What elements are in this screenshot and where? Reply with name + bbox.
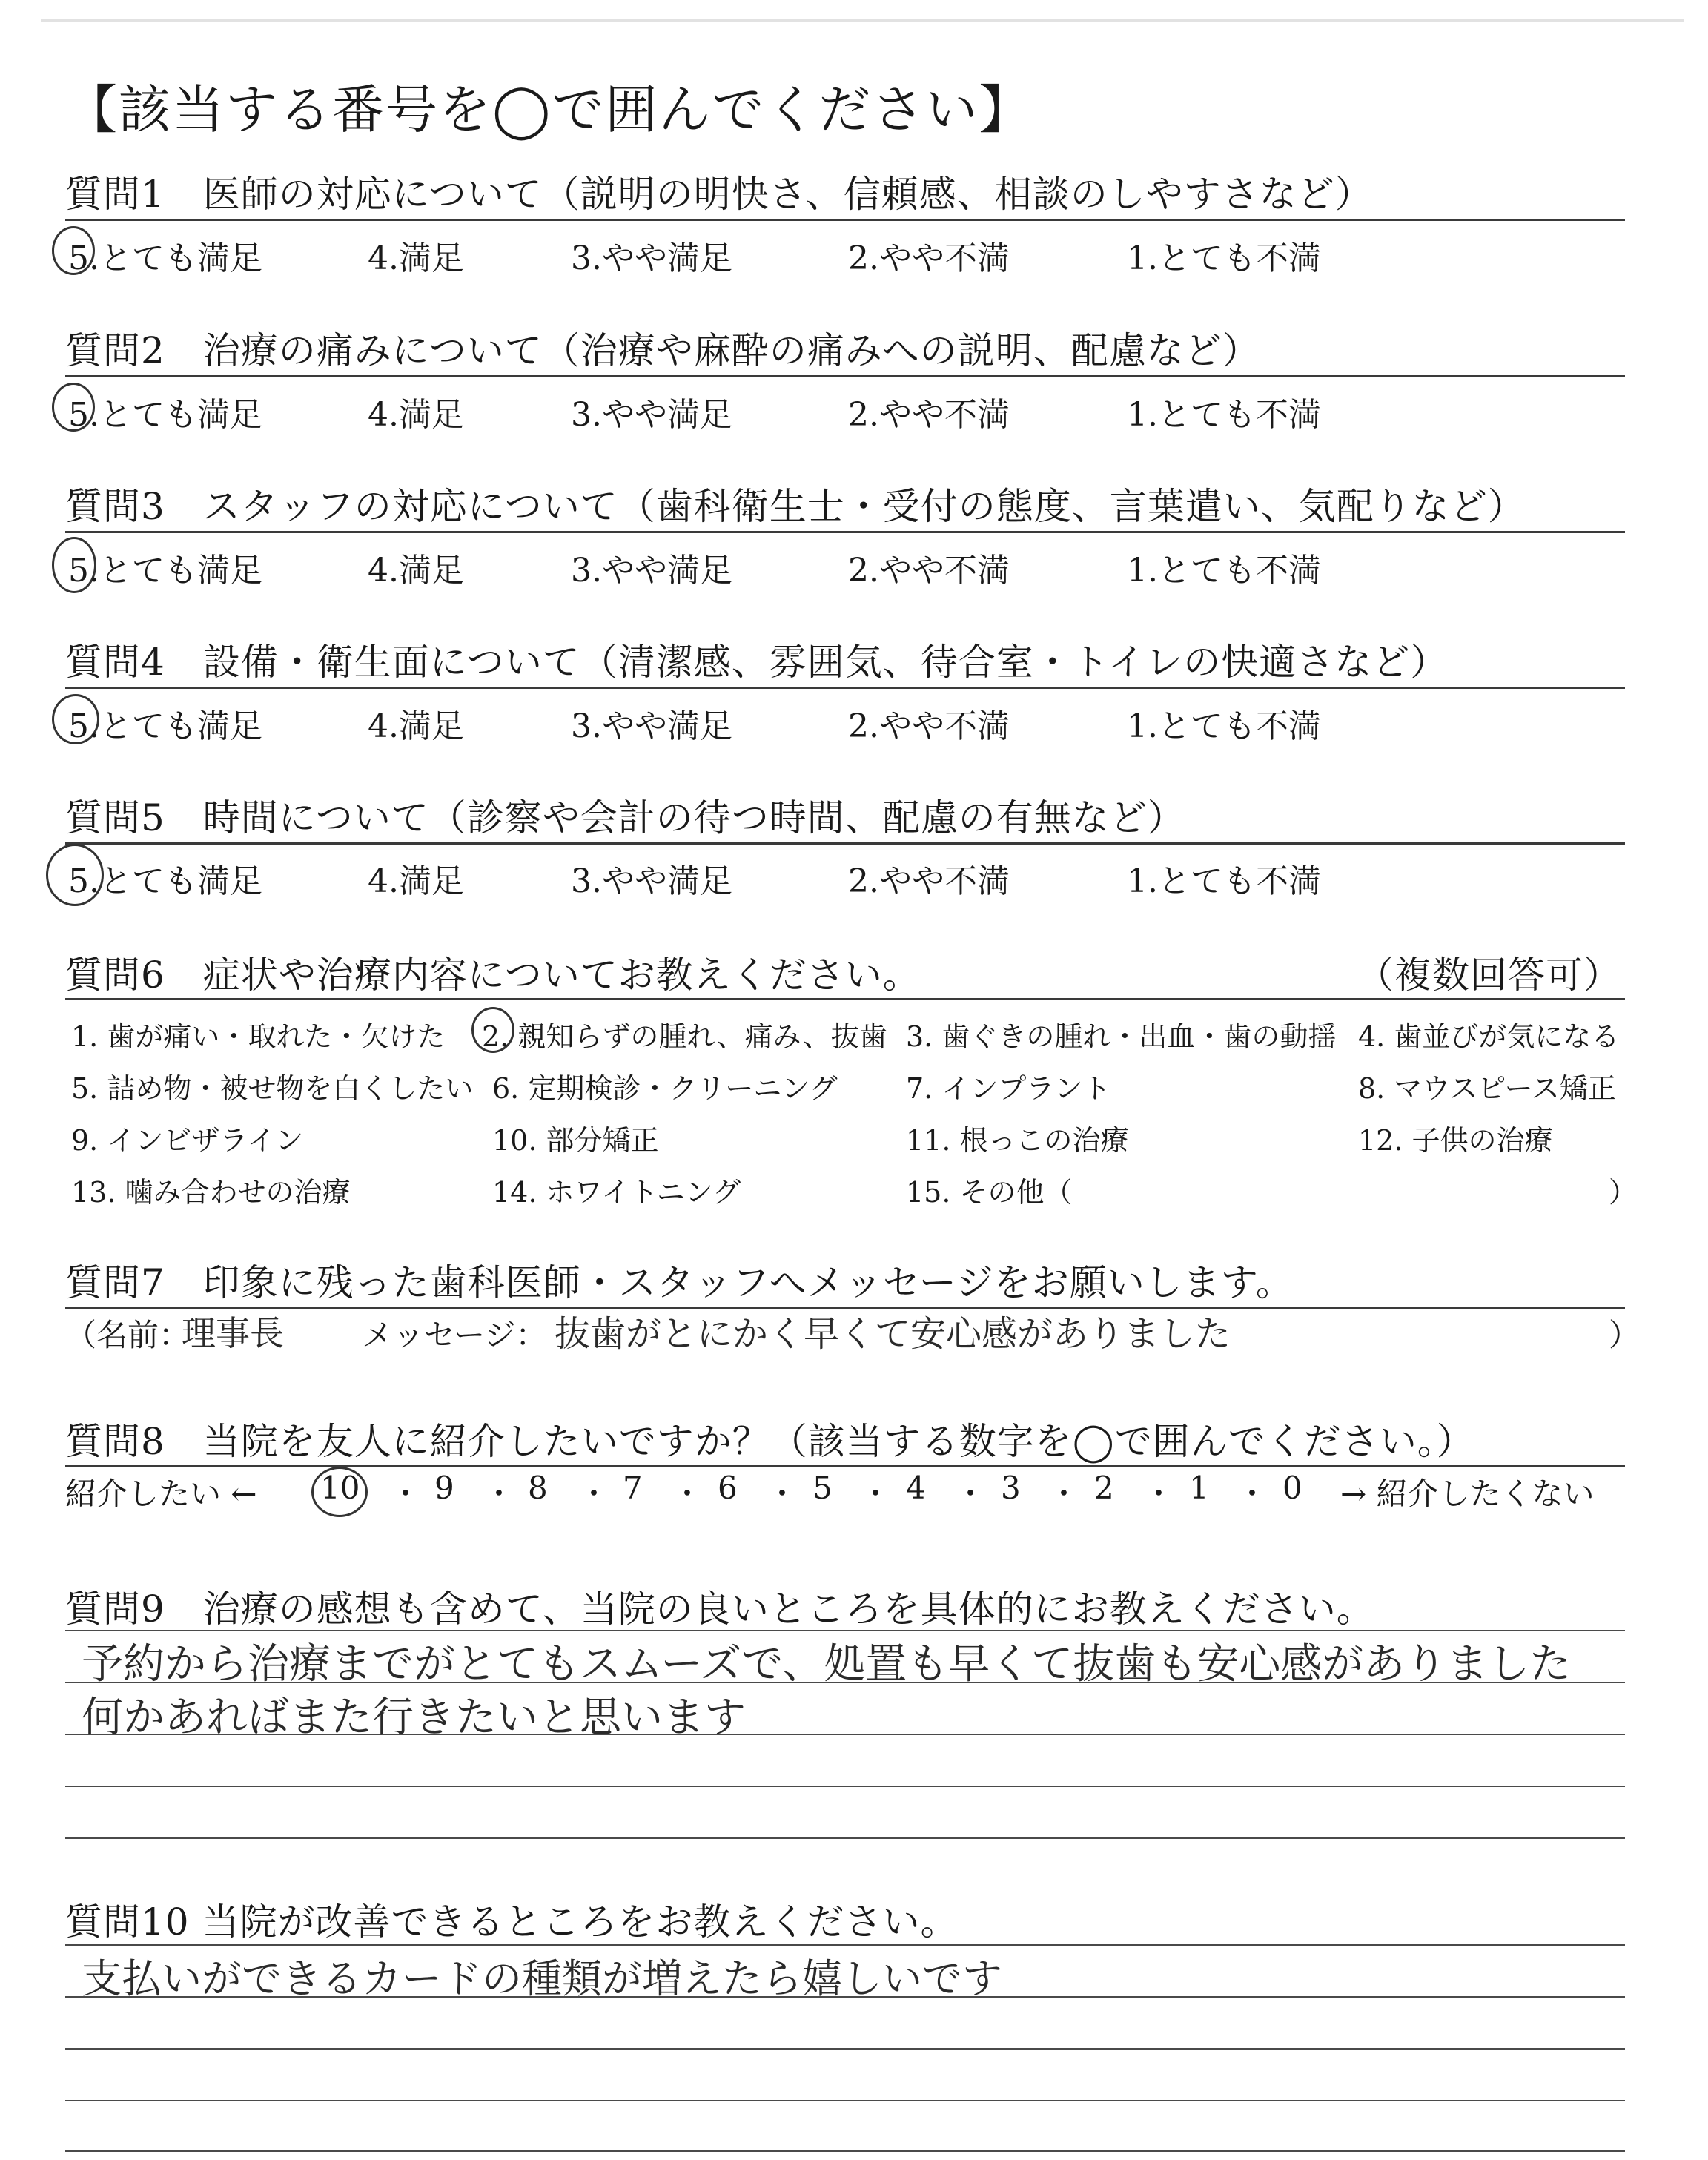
q3-option-4[interactable]: 4.満足 [368,552,464,589]
other-close-paren: ） [1609,1176,1638,1209]
symptom-option-5[interactable]: 5. 詰め物・被せ物を白くしたい [71,1072,474,1105]
answer-line [65,2150,1625,2152]
score-9[interactable]: 9 [434,1470,454,1506]
message-label: メッセージ： [362,1317,547,1353]
q4-option-1[interactable]: 1.とても不満 [1127,707,1321,745]
score-2[interactable]: 2 [1094,1470,1114,1506]
question-3-title: 質問3 スタッフの対応について（歯科衛生士・受付の態度、言葉遣い、気配りなど） [65,485,1526,528]
q1-option-4[interactable]: 4.満足 [368,240,464,277]
message-value-handwritten: 抜歯がとにかく早くて安心感がありました [555,1313,1231,1355]
q5-option-5[interactable]: 5.とても満足 [68,862,262,900]
q3-option-3[interactable]: 3.やや満足 [571,552,732,589]
recommend-right-label: → 紹介したくない [1340,1476,1595,1512]
symptom-option-14[interactable]: 14. ホワイトニング [492,1176,741,1209]
score-separator: ・ [1143,1476,1175,1512]
q2-option-5[interactable]: 5.とても満足 [68,396,262,434]
symptom-option-7[interactable]: 7. インプラント [906,1072,1111,1105]
question-1-rule [65,219,1625,221]
q4-option-4[interactable]: 4.満足 [368,707,464,745]
instruction-header: 【該当する番号を◯で囲んでください】 [65,79,1033,140]
question-1-title: 質問1 医師の対応について（説明の明快さ、信頼感、相談のしやすさなど） [65,173,1373,216]
top-border [41,19,1684,22]
question-9-title: 質問9 治療の感想も含めて、当院の良いところを具体的にお教えください。 [65,1588,1374,1631]
q5-option-3[interactable]: 3.やや満足 [571,862,732,900]
q1-option-5[interactable]: 5.とても満足 [68,240,262,277]
symptom-option-4[interactable]: 4. 歯並びが気になる [1358,1020,1620,1053]
q5-option-2[interactable]: 2.やや不満 [848,862,1010,900]
score-separator: ・ [578,1476,610,1512]
question-4-rule [65,687,1625,689]
answer-line [65,1944,1625,1946]
symptom-option-6[interactable]: 6. 定期検診・クリーニング [492,1072,838,1105]
q2-option-1[interactable]: 1.とても不満 [1127,396,1321,434]
q4-option-5[interactable]: 5.とても満足 [68,707,262,745]
q2-option-2[interactable]: 2.やや不満 [848,396,1010,434]
q10-answer-line-1: 支払いができるカードの種類が増えたら嬉しいです [82,1955,1002,2002]
question-2-title: 質問2 治療の痛みについて（治療や麻酔の痛みへの説明、配慮など） [65,329,1260,372]
score-8[interactable]: 8 [528,1470,548,1506]
symptom-option-9[interactable]: 9. インビザライン [71,1124,304,1157]
score-10[interactable]: 10 [320,1470,360,1506]
name-value-handwritten: 理事長 [182,1313,284,1353]
score-5[interactable]: 5 [812,1470,833,1506]
score-4[interactable]: 4 [906,1470,926,1506]
question-8-title: 質問8 当院を友人に紹介したいですか？（該当する数字を◯で囲んでください。） [65,1420,1474,1463]
symptom-option-15[interactable]: 15. その他（ [906,1176,1073,1209]
q3-option-2[interactable]: 2.やや不満 [848,552,1010,589]
score-1[interactable]: 1 [1189,1470,1209,1506]
symptom-option-11[interactable]: 11. 根っこの治療 [906,1124,1129,1157]
score-separator: ・ [955,1476,987,1512]
answer-line [65,2100,1625,2101]
score-separator: ・ [1048,1476,1080,1512]
q1-option-3[interactable]: 3.やや満足 [571,240,732,277]
multiple-answers-note: （複数回答可） [1357,954,1621,997]
question-2-rule [65,375,1625,377]
symptom-option-10[interactable]: 10. 部分矯正 [492,1124,659,1157]
score-0[interactable]: 0 [1282,1470,1302,1506]
question-4-title: 質問4 設備・衛生面について（清潔感、雰囲気、待合室・トイレの快適さなど） [65,641,1449,684]
q5-option-1[interactable]: 1.とても不満 [1127,862,1321,900]
q4-option-2[interactable]: 2.やや不満 [848,707,1010,745]
q3-option-1[interactable]: 1.とても不満 [1127,552,1321,589]
symptom-option-2[interactable]: 2. 親知らずの腫れ、痛み、抜歯 [482,1020,887,1053]
score-3[interactable]: 3 [1001,1470,1021,1506]
symptom-option-12[interactable]: 12. 子供の治療 [1358,1124,1553,1157]
score-separator: ・ [1237,1476,1268,1512]
question-6-title: 質問6 症状や治療内容についてお教えください。 [65,954,921,997]
q3-option-5[interactable]: 5.とても満足 [68,552,262,589]
q2-option-3[interactable]: 3.やや満足 [571,396,732,434]
symptom-option-13[interactable]: 13. 噛み合わせの治療 [71,1176,351,1209]
q9-answer-line-2: 何かあればまた行きたいと思います [82,1694,746,1742]
question-8-rule [65,1465,1625,1467]
score-separator: ・ [483,1476,515,1512]
question-5-title: 質問5 時間について（診察や会計の待つ時間、配慮の有無など） [65,796,1185,839]
recommend-left-label: 紹介したい ← [65,1476,257,1512]
question-3-rule [65,531,1625,533]
symptom-option-3[interactable]: 3. 歯ぐきの腫れ・出血・歯の動揺 [906,1020,1337,1053]
score-7[interactable]: 7 [623,1470,643,1506]
symptom-option-8[interactable]: 8. マウスピース矯正 [1358,1072,1616,1105]
q1-option-1[interactable]: 1.とても不満 [1127,240,1321,277]
score-separator: ・ [672,1476,704,1512]
answer-line [65,1837,1625,1839]
score-separator: ・ [860,1476,892,1512]
q1-option-2[interactable]: 2.やや不満 [848,240,1010,277]
answer-line [65,1786,1625,1787]
score-separator: ・ [390,1476,422,1512]
answer-line [65,2048,1625,2050]
q5-option-4[interactable]: 4.満足 [368,862,464,900]
score-separator: ・ [767,1476,798,1512]
question-6-rule [65,998,1625,1000]
q2-option-4[interactable]: 4.満足 [368,396,464,434]
score-6[interactable]: 6 [718,1470,738,1506]
q9-answer-line-1: 予約から治療までがとてもスムーズで、処置も早くて抜歯も安心感がありました [82,1640,1572,1688]
question-10-title: 質問10 当院が改善できるところをお教えください。 [65,1900,959,1943]
question-5-rule [65,842,1625,845]
symptom-option-1[interactable]: 1. 歯が痛い・取れた・欠けた [71,1020,446,1053]
name-label: （名前： [65,1317,191,1353]
question-7-title: 質問7 印象に残った歯科医師・スタッフへメッセージをお願いします。 [65,1261,1294,1304]
q4-option-3[interactable]: 3.やや満足 [571,707,732,745]
message-close-paren: ） [1609,1317,1641,1353]
